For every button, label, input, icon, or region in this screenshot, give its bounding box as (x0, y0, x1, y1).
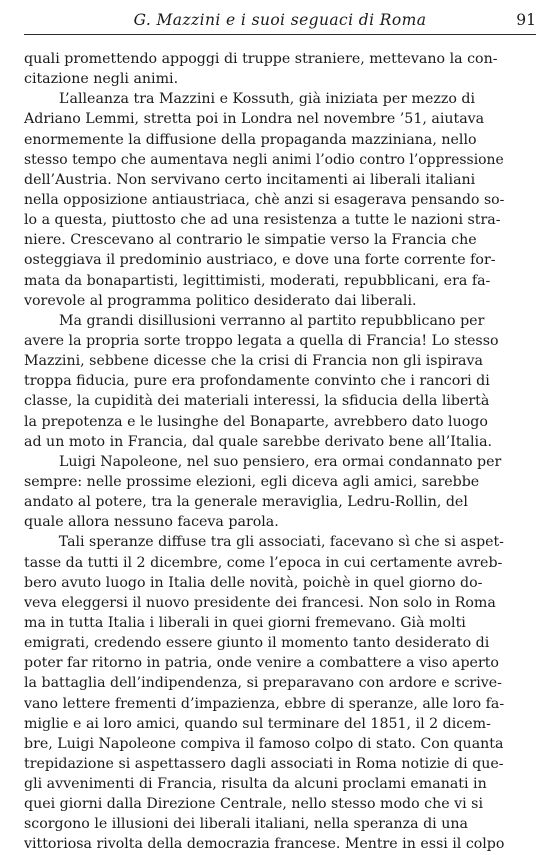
text-line: osteggiava il predominio austriaco, e dove una forte corrente for- (24, 252, 496, 269)
text-line: andato al potere, tra la generale meraviglia, Ledru-Rollin, del (24, 494, 468, 511)
text-line: lo a questa, piuttosto che ad una resistenza a tutte le nazioni stra- (24, 212, 501, 229)
text-line: ad un moto in Francia, dal quale sarebbe derivato bene all’Italia. (24, 433, 493, 450)
text-line: Tali speranze diffuse tra gli associati, facevano sì che si aspet- (58, 534, 504, 551)
text-line: trepidazione si aspettassero dagli associati in Roma notizie di que- (24, 755, 504, 772)
text-line: quei giorni dalla Direzione Centrale, nello stesso modo che vi si (24, 796, 483, 813)
text-line: dell’Austria. Non servivano certo incitamenti ai liberali italiani (24, 171, 476, 188)
text-line: stesso tempo che aumentava negli animi l’odio contro l’oppressione (24, 151, 504, 168)
text-line: mata da bonapartisti, legittimisti, moderati, repubblicani, era fa- (24, 272, 491, 289)
text-line: L’alleanza tra Mazzini e Kossuth, già iniziata per mezzo di (59, 91, 476, 108)
text-line: citazione negli animi. (24, 71, 179, 88)
text-line: avere la propria sorte troppo legata a quella di Francia! Lo stesso (24, 332, 499, 349)
text-line: la prepotenza e le lusinghe del Bonaparte, avrebbero dato luogo (24, 413, 488, 430)
running-header (24, 10, 536, 35)
text-line: vano lettere frementi d’impazienza, ebbre di speranze, alle loro fa- (24, 695, 505, 712)
text-line: emigrati, credendo essere giunto il momento tanto desiderato di (24, 635, 490, 652)
text-line: classe, la cupidità dei materiali interessi, la sfiducia della libertà (24, 393, 490, 410)
text-line: veva eleggersi il nuovo presidente dei francesi. Non solo in Roma (24, 594, 496, 611)
text-line: la battaglia dell’indipendenza, si preparavano con ardore e scrive- (24, 675, 502, 692)
text-line: nella opposizione antiaustriaca, chè anzi si esagerava pensando so- (24, 191, 505, 208)
text-line: Adriano Lemmi, stretta poi in Londra nel novembre ’51, aiutava (24, 111, 485, 128)
text-line: enormemente la diffusione della propaganda mazziniana, nello (24, 131, 477, 148)
text-line: miglie e ai loro amici, quando sul terminare del 1851, il 2 dicem- (24, 715, 491, 732)
text-line: bero avuto luogo in Italia delle novità, poichè in quel giorno do- (24, 574, 483, 591)
text-line: gli avvenimenti di Francia, risulta da alcuni proclami emanati in (24, 776, 487, 793)
text-line: niere. Crescevano al contrario le simpatie verso la Francia che (24, 232, 477, 249)
text-line: Luigi Napoleone, nel suo pensiero, era ormai condannato per (59, 453, 502, 470)
body-text (24, 49, 504, 855)
text-line: vittoriosa rivolta della democrazia francese. Mentre in essi il colpo (24, 836, 505, 853)
text-line: Ma grandi disillusioni verranno al partito repubblicano per (59, 312, 485, 329)
text-line: tasse da tutti il 2 dicembre, come l’epoca in cui certamente avreb- (24, 554, 503, 571)
text-line: Mazzini, sebbene dicesse che la crisi di Francia non gli ispirava (24, 353, 483, 370)
text-line: sempre: nelle prossime elezioni, egli diceva agli amici, sarebbe (24, 473, 480, 490)
text-line: poter far ritorno in patria, onde venire a combattere a viso aperto (24, 655, 499, 672)
text-line: scorgono le illusioni dei liberali italiani, nella speranza di una (24, 816, 468, 833)
text-line: quali promettendo appoggi di truppe straniere, mettevano la con- (24, 51, 498, 67)
text-line: quale allora nessuno faceva parola. (24, 514, 279, 531)
text-line: troppa fiducia, pure era profondamente convinto che i rancori di (24, 373, 490, 390)
page-number: 91 (516, 11, 536, 29)
running-title: G. Mazzini e i suoi seguaci di Roma (133, 11, 427, 29)
text-line: ma in tutta Italia i liberali in quei giorni fremevano. Già molti (24, 614, 466, 631)
text-line: vorevole al programma politico desiderato dai liberali. (24, 292, 417, 309)
text-line: bre, Luigi Napoleone compiva il famoso colpo di stato. Con quanta (24, 735, 504, 752)
